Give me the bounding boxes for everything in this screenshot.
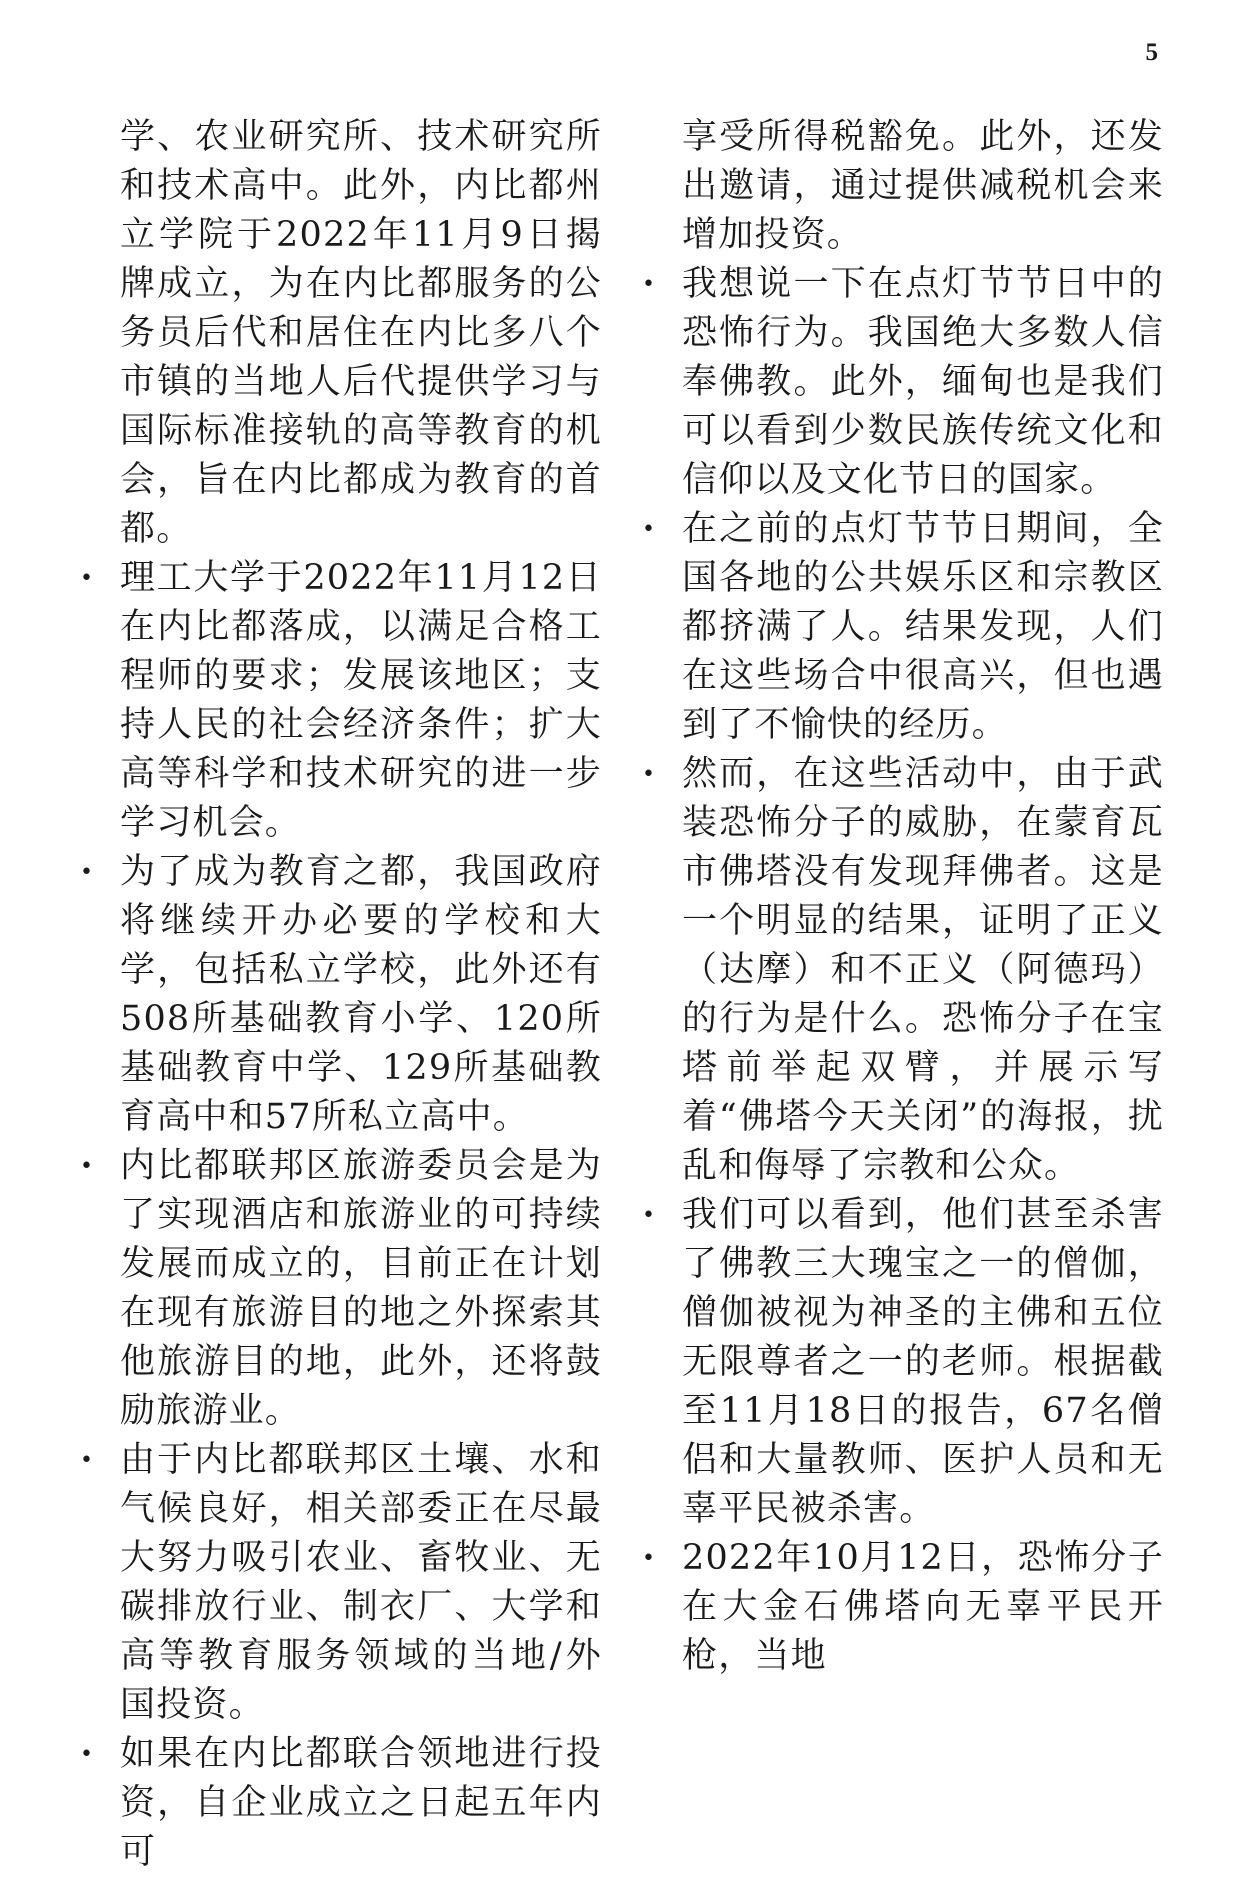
bullet-item-golden-rock: • 2022年10月12日，恐怖分子在大金石佛塔向无辜平民开枪，当地 [682,1534,1164,1681]
paragraph-continuation: 学、农业研究所、技术研究所和技术高中。此外，内比都州立学院于2022年11月9日揭牌成立，为在内比都服务的公务员后代和居住在内比多八个市镇的当地人后代提供学习与国际标准接轨的高等教育的机会，旨在内比都成为教育的首都。 [120,117,602,549]
bullet-item-sangha-killed: • 我们可以看到，他们甚至杀害了佛教三大瑰宝之一的僧伽，僧伽被视为神圣的主佛和五位无限尊者之一的老师。根据截至11月18日的报告，67名僧侣和大量教师、医护人员和无辜平民被杀害。 [682,1191,1164,1534]
bullet-item-festival-terror: • 我想说一下在点灯节节日中的恐怖行为。我国绝大多数人信奉佛教。此外，缅甸也是我们可以看到少数民族传统文化和信仰以及文化节日的国家。 [682,260,1164,505]
paragraph-continuation: 享受所得税豁免。此外，还发出邀请，通过提供减税机会来增加投资。 [682,117,1164,255]
bullet-item-tourism-committee: • 内比都联邦区旅游委员会是为了实现酒店和旅游业的可持续发展而成立的，目前正在计划在现有旅游目的地之外探索其他旅游目的地，此外，还将鼓励旅游业。 [120,1142,602,1436]
page-number: 5 [1145,39,1158,66]
bullet-item-investment-attraction: • 由于内比都联邦区土壤、水和气候良好，相关部委正在尽最大努力吸引农业、畜牧业、无碳排放行业、制衣厂、大学和高等教育服务领域的当地/外国投资。 [120,1436,602,1730]
bullet-item-technology-university: • 理工大学于2022年11月12日在内比都落成，以满足合格工程师的要求；发展该地区；支持人民的社会经济条件；扩大高等科学和技术研究的进一步学习机会。 [120,554,602,848]
bullet-item-previous-festival: • 在之前的点灯节节日期间，全国各地的公共娱乐区和宗教区都挤满了人。结果发现，人们在这些场合中很高兴，但也遇到了不愉快的经历。 [682,505,1164,750]
bullet-item-monywa-pagoda: • 然而，在这些活动中，由于武装恐怖分子的威胁，在蒙育瓦市佛塔没有发现拜佛者。这是一个明显的结果，证明了正义（达摩）和不正义（阿德玛）的行为是什么。恐怖分子在宝塔前举起双臂，并展示写着“佛塔今天关闭”的海报，扰乱和侮辱了宗教和公众。 [682,750,1164,1191]
left-column [120,113,602,1877]
bullet-item-tax-exemption: • 如果在内比都联合领地进行投资，自企业成立之日起五年内可 [120,1730,602,1877]
right-column [682,113,1164,1681]
bullet-item-education-capital: • 为了成为教育之都，我国政府将继续开办必要的学校和大学，包括私立学校，此外还有508所基础教育小学、120所基础教育中学、129所基础教育高中和57所私立高中。 [120,848,602,1142]
